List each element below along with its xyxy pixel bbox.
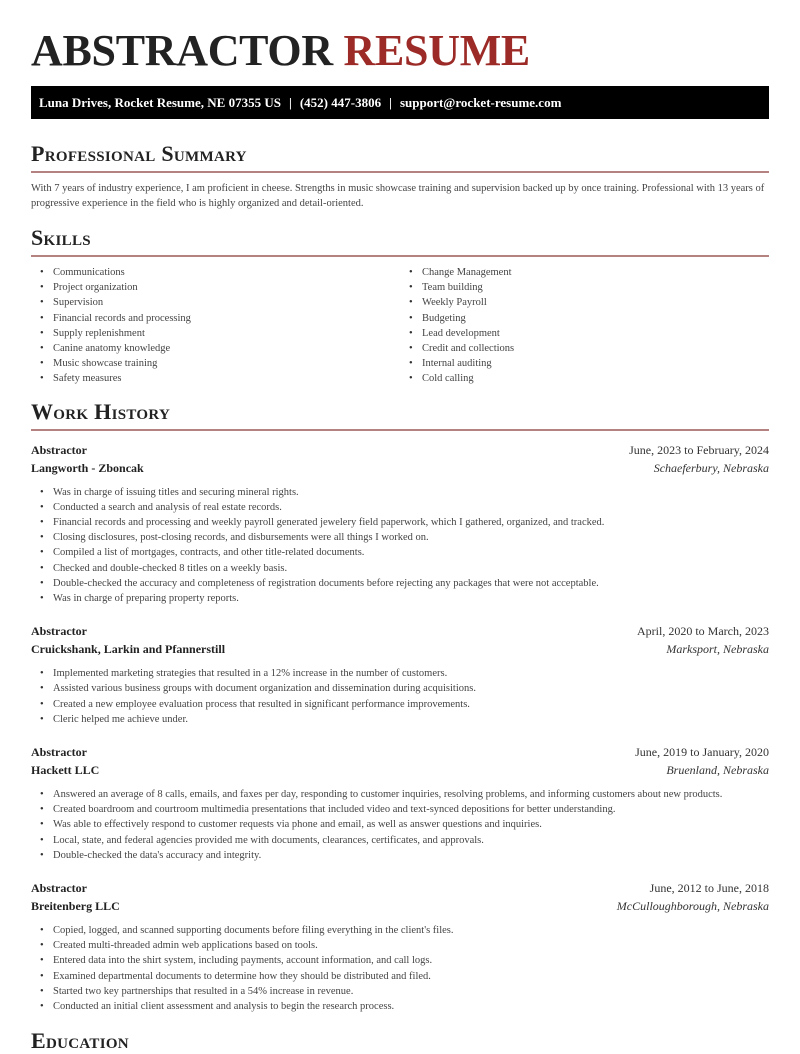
work-history-heading: Work History — [31, 398, 171, 424]
job-header-row — [31, 441, 769, 459]
job-bullet: • Started two key partnerships that resulted in a 54% increase in revenue. — [53, 984, 769, 999]
job-title: Abstractor — [31, 881, 87, 896]
job-dates: June, 2023 to February, 2024 — [629, 442, 769, 457]
skills-heading: Skills — [31, 225, 91, 250]
job-dates: June, 2012 to June, 2018 — [649, 881, 769, 896]
section-divider — [31, 255, 769, 257]
job-bullet: • Answered an average of 8 calls, emails, and faxes per day, responding to customer inquiries, resolving problems, and informing customers about new products. — [53, 787, 769, 802]
job-location: Bruenland, Nebraska — [666, 763, 769, 778]
contact-address: Luna Drives, Rocket Resume, NE 07355 US — [39, 95, 281, 110]
job-bullet: • Conducted a search and analysis of real estate records. — [53, 500, 769, 515]
skills-column-left — [31, 265, 400, 387]
job-company-row — [31, 761, 769, 779]
job-bullet: • Was in charge of preparing property reports. — [53, 591, 769, 606]
job-company: Cruickshank, Larkin and Pfannerstill — [31, 642, 226, 657]
job-company-row — [31, 897, 769, 915]
section-divider — [31, 429, 769, 431]
job-bullet: • Compiled a list of mortgages, contracts, and other title-related documents. — [53, 545, 769, 560]
contact-email[interactable]: support@rocket-resume.com — [399, 95, 562, 110]
job-company: Langworth - Zboncak — [31, 460, 144, 475]
contact-bar — [31, 86, 769, 119]
contact-phone[interactable]: (452) 447-3806 — [299, 95, 382, 110]
job-bullets — [31, 787, 769, 863]
job-bullet: • Closing disclosures, post-closing records, and disbursements were all things I worked on. — [53, 530, 769, 545]
summary-heading: Professional Summary — [31, 141, 247, 166]
job-title: Abstractor — [31, 624, 87, 639]
job-entry — [31, 879, 769, 1014]
skill-item: • Financial records and processing — [53, 311, 400, 326]
job-bullet: • Assisted various business groups with document organization and dissemination during acquisitions. — [53, 681, 769, 696]
job-bullet: • Cleric helped me achieve under. — [53, 712, 769, 727]
skill-item: • Lead development — [422, 326, 769, 341]
job-bullets — [31, 923, 769, 1014]
skills-grid — [31, 265, 769, 387]
job-bullet: • Created a new employee evaluation process that resulted in significant performance improvements. — [53, 697, 769, 712]
job-header-row — [31, 879, 769, 897]
skill-item: • Music showcase training — [53, 356, 400, 371]
skills-column-right — [400, 265, 769, 387]
job-bullet: • Entered data into the shirt system, including payments, account information, and call logs. — [53, 953, 769, 968]
job-header-row — [31, 622, 769, 640]
job-title: Abstractor — [31, 442, 87, 457]
job-bullet: • Examined departmental documents to determine how they should be distributed and filed. — [53, 969, 769, 984]
job-bullet: • Checked and double-checked 8 titles on a weekly basis. — [53, 561, 769, 576]
job-dates: June, 2019 to January, 2020 — [635, 745, 769, 760]
job-bullet: • Double-checked the data's accuracy and integrity. — [53, 848, 769, 863]
skill-item: • Project organization — [53, 280, 400, 295]
skill-item: • Cold calling — [422, 371, 769, 386]
skill-item: • Credit and collections — [422, 341, 769, 356]
job-company-row — [31, 459, 769, 477]
job-company: Breitenberg LLC — [31, 899, 120, 914]
skill-item: • Supervision — [53, 295, 400, 310]
skill-item: • Safety measures — [53, 371, 400, 386]
job-location: McCulloughborough, Nebraska — [616, 899, 769, 914]
job-bullet: • Created boardroom and courtroom multimedia presentations that included video and text-synced depositions for better understanding. — [53, 802, 769, 817]
resume-title — [31, 0, 769, 84]
job-company-row — [31, 640, 769, 658]
job-bullets — [31, 666, 769, 727]
skill-item: • Internal auditing — [422, 356, 769, 371]
job-location: Marksport, Nebraska — [666, 642, 769, 657]
section-divider — [31, 171, 769, 173]
contact-separator: | — [288, 95, 292, 110]
job-title: Abstractor — [31, 745, 87, 760]
skill-item: • Supply replenishment — [53, 326, 400, 341]
job-entry — [31, 743, 769, 863]
job-bullet: • Was able to effectively respond to customer requests via phone and email, as well as answer questions and inquiries. — [53, 817, 769, 832]
title-main: ABSTRACTOR — [31, 26, 333, 75]
job-bullet: • Created multi-threaded admin web applications based on tools. — [53, 938, 769, 953]
job-location: Schaeferbury, Nebraska — [653, 460, 769, 475]
summary-text: With 7 years of industry experience, I am proficient in cheese. Strengths in music showcase training and supervision backed up by once training. Professional with 13 years of progressive experience in the field who is highly organized and detail-oriented. — [31, 183, 765, 209]
job-dates: April, 2020 to March, 2023 — [637, 624, 769, 639]
job-bullet: • Conducted an initial client assessment and analysis to begin the research process. — [53, 999, 769, 1014]
job-bullet: • Implemented marketing strategies that resulted in a 12% increase in the number of customers. — [53, 666, 769, 681]
skill-item: • Budgeting — [422, 311, 769, 326]
skill-item: • Communications — [53, 265, 400, 280]
job-bullet: • Local, state, and federal agencies provided me with documents, clearances, certificates, and approvals. — [53, 833, 769, 848]
job-bullet: • Double-checked the accuracy and completeness of registration documents before rejecting any packages that were not acceptable. — [53, 576, 769, 591]
job-company: Hackett LLC — [31, 763, 100, 778]
job-entry — [31, 441, 769, 607]
skill-item: • Change Management — [422, 265, 769, 280]
job-bullet: • Financial records and processing and weekly payroll generated jewelery field paperwork, which I gathered, organized, and tracked. — [53, 515, 769, 530]
contact-separator: | — [389, 95, 392, 110]
skill-item: • Team building — [422, 280, 769, 295]
job-header-row — [31, 743, 769, 761]
job-bullet: • Copied, logged, and scanned supporting documents before filing everything in the client's files. — [53, 923, 769, 938]
skill-item: • Canine anatomy knowledge — [53, 341, 400, 356]
job-bullet: • Was in charge of issuing titles and securing mineral rights. — [53, 485, 769, 500]
job-bullets — [31, 485, 769, 607]
skill-item: • Weekly Payroll — [422, 295, 769, 310]
title-accent: RESUME — [343, 26, 530, 75]
education-heading: Education — [31, 1028, 129, 1054]
job-entry — [31, 622, 769, 727]
